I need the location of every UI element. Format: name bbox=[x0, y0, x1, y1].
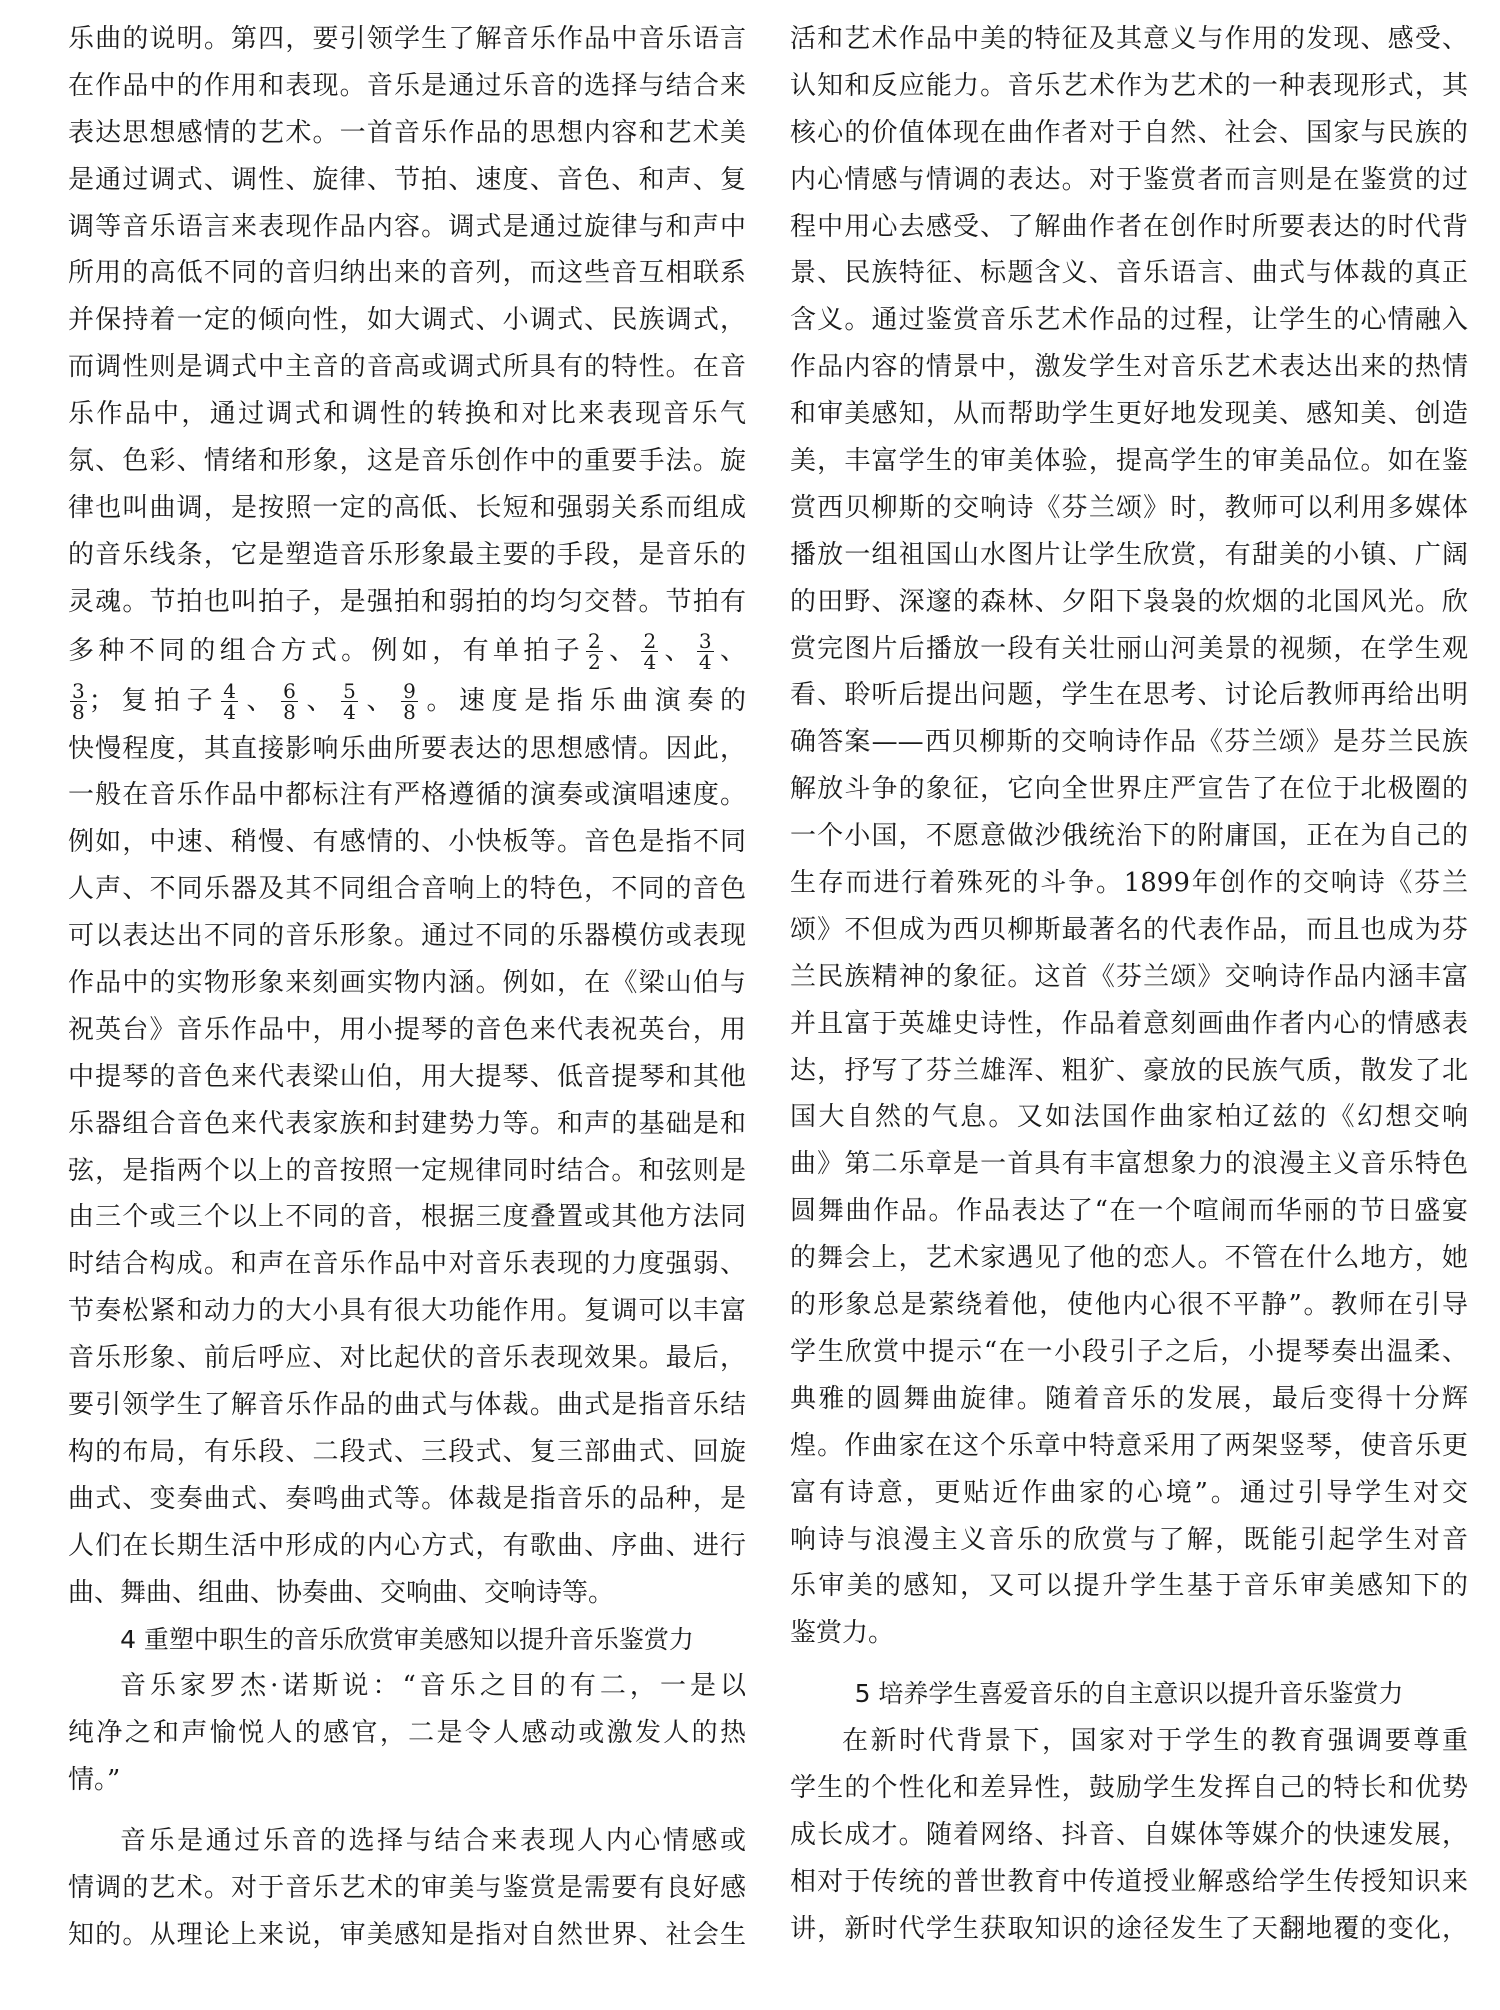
fraction-2-4: $\frac{2}{4}$ bbox=[643, 629, 657, 675]
text-line: 时结合构成。和声在音乐作品中对音乐表现的力度强弱、 bbox=[68, 1249, 746, 1280]
text-line: 国大自然的气息。又如法国作曲家柏辽兹的《幻想交响 bbox=[790, 1102, 1468, 1133]
text-line: 音乐形象、前后呼应、对比起伏的音乐表现效果。最后， bbox=[68, 1343, 746, 1374]
text-line: 作品中的实物形象来刻画实物内涵。例如，在《梁山伯与 bbox=[68, 968, 746, 999]
text-line: 曲式、变奏曲式、奏鸣曲式等。体裁是指音乐的品种，是 bbox=[68, 1483, 746, 1514]
text-line: 曲、舞曲、组曲、协奏曲、交响曲、交响诗等。 bbox=[68, 1577, 615, 1608]
text-line: 乐器组合音色来代表家族和封建势力等。和声的基础是和 bbox=[68, 1108, 746, 1139]
separator: 、 bbox=[660, 635, 695, 666]
text-line: 曲》第二乐章是一首具有丰富想象力的浪漫主义音乐特色 bbox=[790, 1149, 1468, 1180]
text-line: 可以表达出不同的音乐形象。通过不同的乐器模仿或表现 bbox=[68, 921, 746, 952]
separator: 、 bbox=[239, 685, 280, 716]
text-line: 圆舞曲作品。作品表达了“在一个喧闹而华丽的节日盛宴 bbox=[790, 1196, 1468, 1227]
text-line: 核心的价值体现在曲作者对于自然、社会、国家与民族的 bbox=[790, 117, 1468, 148]
text-line: 在作品中的作用和表现。音乐是通过乐音的选择与结合来 bbox=[68, 70, 746, 101]
text-line: 鉴赏力。 bbox=[790, 1618, 895, 1649]
text-line: 煌。作曲家在这个乐章中特意采用了两架竖琴，使音乐更 bbox=[790, 1430, 1468, 1461]
section-heading-5: 5 培养学生喜爱音乐的自主意识以提升音乐鉴赏力 bbox=[854, 1679, 1404, 1709]
text-line: 情。” bbox=[68, 1765, 121, 1796]
text-line: 并且富于英雄史诗性，作品着意刻画曲作者内心的情感表 bbox=[790, 1008, 1468, 1039]
text-line: 中提琴的音色来代表梁山伯，用大提琴、低音提琴和其他 bbox=[68, 1061, 746, 1092]
text-line: 快慢程度，其直接影响乐曲所要表达的思想感情。因此， bbox=[68, 733, 746, 764]
fraction-line-2 bbox=[68, 676, 746, 726]
text-line: 程中用心去感受、了解曲作者在创作时所要表达的时代背 bbox=[790, 211, 1468, 242]
text-line: 的田野、深邃的森林、夕阳下袅袅的炊烟的北国风光。欣 bbox=[790, 586, 1468, 617]
text-line: 学生的个性化和差异性，鼓励学生发挥自己的特长和优势 bbox=[790, 1772, 1468, 1803]
text-line: 乐作品中，通过调式和调性的转换和对比来表现音乐气 bbox=[68, 399, 746, 430]
text-line: 作品内容的情景中，激发学生对音乐艺术表达出来的热情 bbox=[790, 352, 1468, 383]
text-line: 活和艺术作品中美的特征及其意义与作用的发现、感受、 bbox=[790, 24, 1468, 54]
frac-line2-suffix: 。速度是指乐曲演奏的 bbox=[419, 685, 746, 716]
text-line: 美，丰富学生的审美体验，提高学生的审美品位。如在鉴 bbox=[790, 446, 1468, 477]
text-line: 由三个或三个以上不同的音，根据三度叠置或其他方法同 bbox=[68, 1202, 746, 1233]
text-line: 知的。从理论上来说，审美感知是指对自然世界、社会生 bbox=[68, 1919, 746, 1950]
text-line: 响诗与浪漫主义音乐的欣赏与了解，既能引起学生对音 bbox=[790, 1524, 1468, 1555]
text-line: 表达思想感情的艺术。一首音乐作品的思想内容和艺术美 bbox=[68, 117, 746, 148]
text-line: 生存而进行着殊死的斗争。1899年创作的交响诗《芬兰 bbox=[790, 868, 1468, 899]
fraction-5-4: $\frac{5}{4}$ bbox=[343, 679, 356, 725]
text-line: 例如，中速、稍慢、有感情的、小快板等。音色是指不同 bbox=[68, 827, 746, 858]
text-line: 音乐是通过乐音的选择与结合来表现人内心情感或 bbox=[120, 1826, 746, 1857]
left-column bbox=[68, 16, 746, 2006]
text-line: 并保持着一定的倾向性，如大调式、小调式、民族调式， bbox=[68, 305, 746, 336]
text-line: 祝英台》音乐作品中，用小提琴的音色来代表祝英台，用 bbox=[68, 1014, 746, 1045]
text-line: 而调性则是调式中主音的音高或调式所具有的特性。在音 bbox=[68, 352, 746, 383]
fraction-3-8: $\frac{3}{8}$ bbox=[72, 679, 85, 725]
text-line: 所用的高低不同的音归纳出来的音列，而这些音互相联系 bbox=[68, 258, 746, 289]
text-line: 学生欣赏中提示“在一小段引子之后，小提琴奏出温柔、 bbox=[790, 1336, 1468, 1367]
text-line: 要引领学生了解音乐作品的曲式与体裁。曲式是指音乐结 bbox=[68, 1390, 746, 1421]
text-line: 律也叫曲调，是按照一定的高低、长短和强弱关系而组成 bbox=[68, 492, 746, 523]
separator: 、 bbox=[715, 635, 746, 666]
separator: 、 bbox=[299, 685, 340, 716]
text-line: 赏完图片后播放一段有关壮丽山河美景的视频，在学生观 bbox=[790, 633, 1468, 664]
text-line: 一个小国，不愿意做沙俄统治下的附庸国，正在为自己的 bbox=[790, 821, 1468, 852]
text-line: 和审美感知，从而帮助学生更好地发现美、感知美、创造 bbox=[790, 399, 1468, 430]
right-column bbox=[790, 16, 1468, 2006]
text-line: 景、民族特征、标题含义、音乐语言、曲式与体裁的真正 bbox=[790, 258, 1468, 289]
text-line: 认知和反应能力。音乐艺术作为艺术的一种表现形式，其 bbox=[790, 70, 1468, 101]
text-line: 富有诗意，更贴近作曲家的心境”。通过引导学生对交 bbox=[790, 1477, 1468, 1508]
text-line: 讲，新时代学生获取知识的途径发生了天翻地覆的变化， bbox=[790, 1913, 1468, 1944]
fraction-9-8: $\frac{9}{8}$ bbox=[403, 679, 416, 725]
fraction-4-4: $\frac{4}{4}$ bbox=[223, 679, 236, 725]
text-line: 音乐家罗杰·诺斯说：“音乐之目的有二，一是以 bbox=[120, 1671, 746, 1702]
text-line: 氛、色彩、情绪和形象，这是音乐创作中的重要手法。旋 bbox=[68, 446, 746, 477]
text-line: 颂》不但成为西贝柳斯最著名的代表作品，而且也成为芬 bbox=[790, 914, 1468, 945]
text-line: 看、聆听后提出问题，学生在思考、讨论后教师再给出明 bbox=[790, 680, 1468, 711]
fraction-2-2: $\frac{2}{2}$ bbox=[587, 629, 601, 675]
frac-line2-middle: ；复拍子 bbox=[88, 685, 220, 716]
left-paragraph-2 bbox=[68, 1818, 746, 1959]
text-line: 弦，是指两个以上的音按照一定规律同时结合。和弦则是 bbox=[68, 1155, 746, 1186]
text-line: 的舞会上，艺术家遇见了他的恋人。不管在什么地方，她 bbox=[790, 1243, 1468, 1274]
section-heading-4: 4 重塑中职生的音乐欣赏审美感知以提升音乐鉴赏力 bbox=[120, 1624, 694, 1654]
left-paragraph-1 bbox=[68, 16, 746, 1617]
text-line: 成长成才。随着网络、抖音、自媒体等媒介的快速发展， bbox=[790, 1819, 1468, 1850]
text-line: 人声、不同乐器及其不同组合音响上的特色，不同的音色 bbox=[68, 874, 746, 905]
right-paragraph-2 bbox=[790, 1718, 1468, 1952]
text-line: 典雅的圆舞曲旋律。随着音乐的发展，最后变得十分辉 bbox=[790, 1383, 1468, 1414]
text-line: 达，抒写了芬兰雄浑、粗犷、豪放的民族气质，散发了北 bbox=[790, 1055, 1468, 1086]
frac-line1-prefix: 多种不同的组合方式。例如，有单拍子 bbox=[68, 635, 584, 666]
text-line: 兰民族精神的象征。这首《芬兰颂》交响诗作品内涵丰富 bbox=[790, 961, 1468, 992]
text-line: 是通过调式、调性、旋律、节拍、速度、音色、和声、复 bbox=[68, 164, 746, 195]
text-line: 解放斗争的象征，它向全世界庄严宣告了在位于北极圈的 bbox=[790, 774, 1468, 805]
right-paragraph-1 bbox=[790, 16, 1468, 1657]
text-line: 调等音乐语言来表现作品内容。调式是通过旋律与和声中 bbox=[68, 211, 746, 242]
text-line: 乐审美的感知，又可以提升学生基于音乐审美感知下的 bbox=[790, 1571, 1468, 1602]
text-line: 在新时代背景下，国家对于学生的教育强调要尊重 bbox=[842, 1726, 1468, 1757]
text-line: 人们在长期生活中形成的内心方式，有歌曲、序曲、进行 bbox=[68, 1530, 746, 1561]
fraction-line-1 bbox=[68, 626, 746, 676]
text-line: 纯净之和声愉悦人的感官，二是令人感动或激发人的热 bbox=[68, 1718, 746, 1749]
text-line: 内心情感与情调的表达。对于鉴赏者而言则是在鉴赏的过 bbox=[790, 164, 1468, 195]
text-line: 含义。通过鉴赏音乐艺术作品的过程，让学生的心情融入 bbox=[790, 305, 1468, 336]
left-quote-paragraph bbox=[68, 1663, 746, 1804]
text-line: 赏西贝柳斯的交响诗《芬兰颂》时，教师可以利用多媒体 bbox=[790, 492, 1468, 523]
text-line: 的形象总是萦绕着他，使他内心很不平静”。教师在引导 bbox=[790, 1290, 1468, 1321]
text-line: 灵魂。节拍也叫拍子，是强拍和弱拍的均匀交替。节拍有 bbox=[68, 586, 746, 617]
text-line: 播放一组祖国山水图片让学生欣赏，有甜美的小镇、广阔 bbox=[790, 539, 1468, 570]
separator: 、 bbox=[359, 685, 400, 716]
text-line: 确答案——西贝柳斯的交响诗作品《芬兰颂》是芬兰民族 bbox=[790, 727, 1468, 758]
text-line: 一般在音乐作品中都标注有严格遵循的演奏或演唱速度。 bbox=[68, 780, 746, 811]
text-line: 情调的艺术。对于音乐艺术的审美与鉴赏是需要有良好感 bbox=[68, 1872, 746, 1903]
text-line: 构的布局，有乐段、二段式、三段式、复三部曲式、回旋 bbox=[68, 1436, 746, 1467]
separator: 、 bbox=[604, 635, 640, 666]
text-line: 相对于传统的普世教育中传道授业解惑给学生传授知识来 bbox=[790, 1866, 1468, 1897]
fraction-6-8: $\frac{6}{8}$ bbox=[283, 679, 296, 725]
fraction-3-4: $\frac{3}{4}$ bbox=[698, 629, 712, 675]
text-line: 节奏松紧和动力的大小具有很大功能作用。复调可以丰富 bbox=[68, 1296, 746, 1327]
text-line: 的音乐线条，它是塑造音乐形象最主要的手段，是音乐的 bbox=[68, 539, 746, 570]
text-line: 乐曲的说明。第四，要引领学生了解音乐作品中音乐语言 bbox=[68, 24, 746, 54]
